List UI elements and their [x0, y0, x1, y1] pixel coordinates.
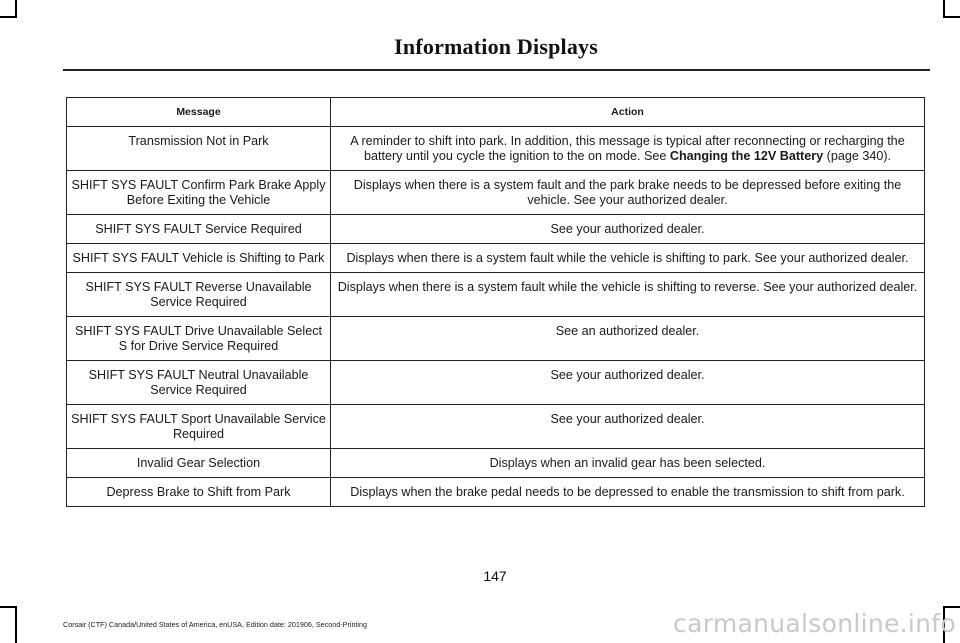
table-row [67, 405, 925, 449]
column-header-message: Message [67, 98, 331, 127]
header-divider [63, 69, 930, 71]
action-cell: Displays when the brake pedal needs to be depressed to enable the transmission to shift from park. [331, 478, 925, 507]
crop-mark [943, 606, 960, 608]
message-cell: SHIFT SYS FAULT Reverse Unavailable Service Required [67, 273, 331, 317]
page-title: Information Displays [394, 34, 598, 59]
crop-mark [943, 0, 945, 17]
message-cell: SHIFT SYS FAULT Service Required [67, 215, 331, 244]
action-text-after: (page 340). [823, 149, 892, 163]
message-cell: SHIFT SYS FAULT Drive Unavailable Select S for Drive Service Required [67, 317, 331, 361]
table-row [67, 127, 925, 171]
action-cell [331, 127, 925, 171]
table-row [67, 449, 925, 478]
message-cell: SHIFT SYS FAULT Vehicle is Shifting to Park [67, 244, 331, 273]
watermark: carmanualsonline.info [673, 609, 956, 638]
message-cell: SHIFT SYS FAULT Sport Unavailable Service Required [67, 405, 331, 449]
table-row [67, 244, 925, 273]
table-header-row [67, 98, 925, 127]
action-cell: Displays when an invalid gear has been selected. [331, 449, 925, 478]
table-row [67, 361, 925, 405]
message-cell: Invalid Gear Selection [67, 449, 331, 478]
action-cell: See your authorized dealer. [331, 361, 925, 405]
column-header-action: Action [331, 98, 925, 127]
crop-mark [15, 606, 17, 643]
message-cell: Depress Brake to Shift from Park [67, 478, 331, 507]
edition-footer: Corsair (CTF) Canada/United States of America, enUSA, Edition date: 201906, Second-Printing [63, 620, 368, 629]
table-row [67, 171, 925, 215]
action-cell: See your authorized dealer. [331, 405, 925, 449]
table-row [67, 478, 925, 507]
page-number: 147 [483, 568, 507, 584]
action-cell: Displays when there is a system fault while the vehicle is shifting to reverse. See your authorized dealer. [331, 273, 925, 317]
action-cell: See your authorized dealer. [331, 215, 925, 244]
message-cell: SHIFT SYS FAULT Neutral Unavailable Service Required [67, 361, 331, 405]
table-row [67, 273, 925, 317]
message-cell: SHIFT SYS FAULT Confirm Park Brake Apply Before Exiting the Vehicle [67, 171, 331, 215]
action-cell: Displays when there is a system fault while the vehicle is shifting to park. See your authorized dealer. [331, 244, 925, 273]
message-cell: Transmission Not in Park [67, 127, 331, 171]
action-text: A reminder to shift into park. In addition, this message is typical after reconnecting or recharging the battery until you cycle the ignition to the on mode. See [350, 134, 905, 163]
crop-mark [943, 16, 960, 18]
cross-reference-link[interactable]: Changing the 12V Battery [669, 149, 824, 163]
messages-table [66, 97, 925, 507]
action-cell: Displays when there is a system fault and the park brake needs to be depressed before exiting the vehicle. See your authorized dealer. [331, 171, 925, 215]
crop-mark [15, 0, 17, 17]
table-row [67, 317, 925, 361]
table-row [67, 215, 925, 244]
action-cell: See an authorized dealer. [331, 317, 925, 361]
